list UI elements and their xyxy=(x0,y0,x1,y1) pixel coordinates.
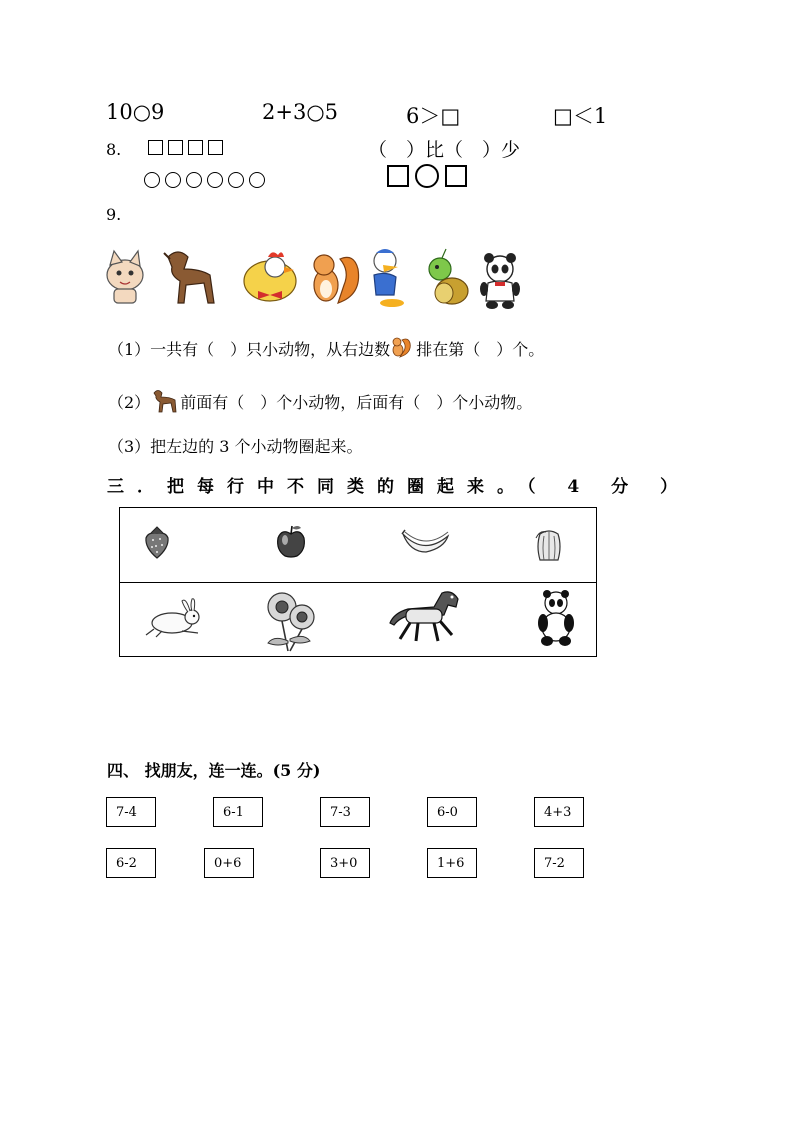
answer-circle[interactable] xyxy=(415,164,439,188)
banana-icon[interactable] xyxy=(400,526,452,558)
duck-icon xyxy=(374,249,404,307)
q9-animal-row xyxy=(100,245,530,311)
q9-line-2-text-a: （2） xyxy=(108,393,151,412)
circle-shape xyxy=(249,172,265,188)
q7-item-3: 6＞□ xyxy=(406,104,461,128)
bottom-box-2[interactable]: 0+6 xyxy=(204,848,254,878)
horse-icon xyxy=(150,387,180,413)
circle-shape xyxy=(144,172,160,188)
top-box-1[interactable]: 7-4 xyxy=(106,797,156,827)
q7-item-4: □＜1 xyxy=(553,104,608,128)
rooster-icon xyxy=(244,252,296,301)
q9-line-3: （3）把左边的 3 个小动物圈起来。 xyxy=(108,437,363,456)
top-box-3[interactable]: 7-3 xyxy=(320,797,370,827)
panda-icon[interactable] xyxy=(534,589,578,647)
squirrel-icon xyxy=(390,335,416,359)
answer-square[interactable] xyxy=(387,165,409,187)
bottom-box-5[interactable]: 7-2 xyxy=(534,848,584,878)
q9-line-2-text-b: 前面有（ ）个小动物，后面有（ ）个小动物。 xyxy=(180,393,533,412)
cabbage-icon[interactable] xyxy=(532,526,566,562)
table-row-fruits xyxy=(120,508,596,582)
circle-shape xyxy=(228,172,244,188)
circle-shape xyxy=(186,172,202,188)
bottom-box-1[interactable]: 6-2 xyxy=(106,848,156,878)
section-4-title: 四、 找朋友，连一连。(5 分) xyxy=(107,761,321,780)
q8-sentence: （ ）比（ ）少 xyxy=(368,139,521,161)
bottom-box-3[interactable]: 3+0 xyxy=(320,848,370,878)
q9-line-2 xyxy=(108,387,532,413)
horse-icon xyxy=(164,252,214,303)
cat-icon xyxy=(107,251,143,303)
panda-icon xyxy=(480,253,520,309)
answer-square[interactable] xyxy=(445,165,467,187)
top-box-4[interactable]: 6-0 xyxy=(427,797,477,827)
apple-icon[interactable] xyxy=(274,522,308,560)
circle-shape xyxy=(165,172,181,188)
section-3-table xyxy=(119,507,597,657)
square-shape xyxy=(148,140,163,155)
section-3-title: 三．把每行中不同类的圈起来。（ 4 分 ） xyxy=(107,477,691,497)
q8-squares xyxy=(148,139,228,158)
square-shape xyxy=(168,140,183,155)
top-box-5[interactable]: 4+3 xyxy=(534,797,584,827)
q9-number: 9. xyxy=(106,205,122,224)
q7-item-1: 10○9 xyxy=(106,100,165,124)
bottom-box-4[interactable]: 1+6 xyxy=(427,848,477,878)
strawberry-icon[interactable] xyxy=(142,524,172,560)
flower-icon[interactable] xyxy=(260,587,318,653)
rabbit-icon[interactable] xyxy=(142,595,204,639)
top-box-2[interactable]: 6-1 xyxy=(213,797,263,827)
q8-circles xyxy=(144,172,270,192)
q9-line-1-text-a: （1）一共有（ ）只小动物，从右边数 xyxy=(108,340,391,359)
q7-item-2: 2+3○5 xyxy=(262,100,339,124)
table-row-animals-plant xyxy=(120,582,596,657)
q9-line-1 xyxy=(108,335,544,360)
square-shape xyxy=(188,140,203,155)
q9-line-1-text-b: 排在第（ ）个。 xyxy=(416,340,545,359)
circle-shape xyxy=(207,172,223,188)
horse-icon[interactable] xyxy=(386,587,466,647)
turtle-icon xyxy=(429,249,468,304)
q8-answer-boxes xyxy=(387,164,467,188)
square-shape xyxy=(208,140,223,155)
squirrel-icon xyxy=(314,255,359,303)
q8-number: 8. xyxy=(106,140,122,159)
